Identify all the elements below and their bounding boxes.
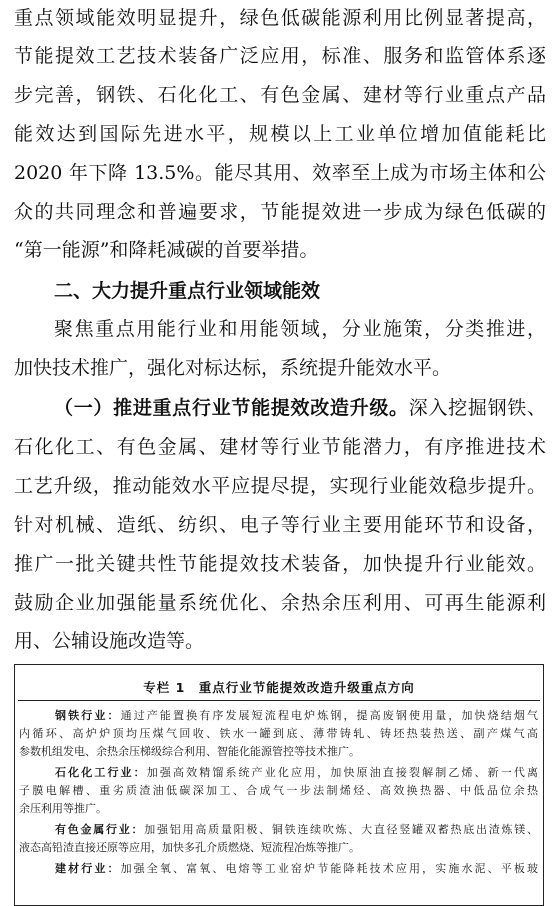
- box-text-line: 内循环、高炉炉顶均压煤气回收、铁水一罐到底、薄带铸轧、铸坯热装热送、副产煤气高: [19, 727, 538, 740]
- box-text-line: [55, 861, 538, 876]
- box-title: 专栏 1 重点行业节能提效改造升级重点方向: [143, 680, 415, 695]
- body-text-span: 深入挖掘钢铁、: [408, 397, 546, 419]
- body-text-line: “第一能源”和降耗减碳的首要举措。: [14, 239, 319, 261]
- body-text-line: 能效达到国际先进水平，规模以上工业单位增加值能耗比: [14, 123, 546, 145]
- box-item-label: 建材行业：: [55, 862, 121, 875]
- subsection-lead: （一）推进重点行业节能提效改造升级。: [54, 397, 409, 419]
- box-text-line: [55, 708, 538, 723]
- box-text-line: 液态高铅渣直接还原等应用，加快多孔介质燃烧、短流程冶炼等推广。: [19, 841, 360, 854]
- body-text-line: 众的共同理念和普遍要求，节能提效进一步成为绿色低碳的: [14, 201, 546, 223]
- box-text-line: [55, 765, 538, 780]
- body-text-line: 石化化工、有色金属、建材等行业节能潜力，有序推进技术: [14, 436, 546, 458]
- body-text-line: [54, 396, 546, 420]
- body-text-line: 重点领域能效明显提升，绿色低碳能源利用比例显著提高，: [14, 7, 546, 29]
- box-text-span: 加强高效精馏系统产业化应用，加快原油直接裂解制乙烯、新一代离: [146, 766, 538, 779]
- box-text-line: 子膜电解槽、重劣质渣油低碳深加工、合成气一步法制烯烃、高效换热器、中低品位余热: [19, 784, 538, 797]
- body-text-line: 针对机械、造纸、纺织、电子等行业主要用能环节和设备，: [14, 514, 546, 536]
- body-text-line: 2020 年下降 13.5%。能尽其用、效率至上成为市场主体和公: [14, 162, 546, 184]
- body-text-line: 加快技术推广，强化对标达标，系统提升能效水平。: [14, 357, 452, 379]
- body-text-line: 步完善，钢铁、石化化工、有色金属、建材等行业重点产品: [14, 84, 546, 106]
- box-text-line: 余压利用等推广。: [19, 802, 107, 815]
- box-item-label: 有色金属行业：: [55, 823, 145, 836]
- section-heading: 二、大力提升重点行业领域能效: [54, 280, 321, 302]
- body-text-line: 聚焦重点用能行业和用能领域，分业施策，分类推进，: [54, 318, 546, 340]
- box-item-label: 石化化工行业：: [55, 766, 147, 779]
- box-item-label: 钢铁行业：: [55, 709, 121, 722]
- body-text-line: 推广一批关键共性节能提效技术装备，加快提升行业能效。: [14, 553, 546, 575]
- box-divider: [18, 700, 540, 701]
- box-text-span: 加强全氧、富氧、电熔等工业窑炉节能降耗技术应用，实施水泥、平板玻: [120, 862, 538, 875]
- body-text-line: 节能提效工艺技术装备广泛应用，标准、服务和监管体系逐: [14, 45, 546, 67]
- body-text-line: 鼓励企业加强能量系统优化、余热余压利用、可再生能源利: [14, 592, 546, 614]
- body-text-line: 工艺升级，推动能效水平应提尽提，实现行业能效稳步提升。: [14, 475, 546, 497]
- box-text-span: 加强铝用高质量阳极、铜铁连续吹炼、大直径竖罐双蓄热底出渣炼镁、: [144, 823, 538, 836]
- box-text-line: 参数机组发电、余热余压梯级综合利用、智能化能源管控等技术推广。: [19, 745, 360, 758]
- box-text-span: 通过产能置换有序发展短流程电炉炼钢，提高废钢使用量，加快烧结烟气: [120, 709, 538, 722]
- body-text-line: 用、公辅设施改造等。: [14, 630, 205, 652]
- box-text-line: [55, 822, 538, 837]
- sidebar-box: [14, 664, 544, 906]
